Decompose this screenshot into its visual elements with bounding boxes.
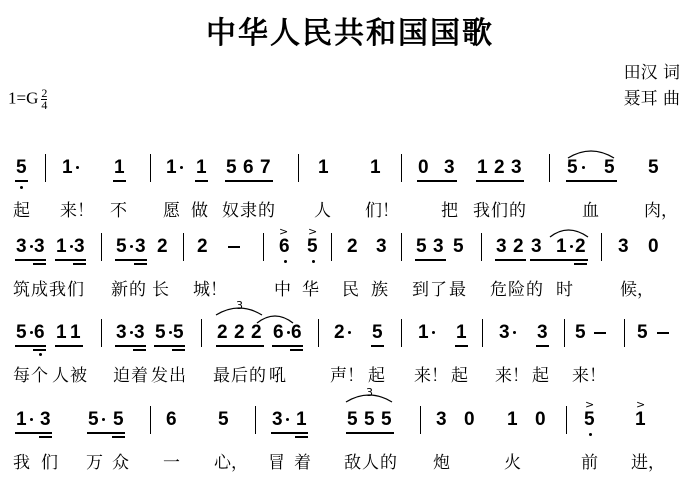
lyric-syllable: 把	[441, 201, 458, 221]
lyric-syllable: 起	[532, 366, 549, 386]
lyric-syllable: 新	[111, 280, 128, 300]
lyric-syllable: 了	[430, 280, 447, 300]
hold-dash	[657, 332, 669, 334]
lyric-syllable: 华	[302, 280, 319, 300]
low-dot	[312, 260, 315, 263]
note: 3	[16, 236, 27, 257]
note: 5	[648, 157, 659, 178]
barline	[255, 406, 256, 434]
barline	[566, 406, 567, 434]
aug-dot	[30, 418, 33, 421]
note: 5	[604, 157, 615, 178]
lyric-syllable: 迫	[113, 366, 130, 386]
lyricist-credit: 田汉 词	[623, 63, 680, 83]
aug-dot	[570, 245, 573, 248]
lyric-syllable: 做	[191, 201, 208, 221]
note: 2	[334, 322, 345, 343]
note: 3	[376, 236, 387, 257]
note: 5	[116, 236, 127, 257]
note: 1	[114, 157, 125, 178]
note: 6	[34, 322, 45, 343]
barline	[481, 233, 482, 261]
note: 5	[347, 409, 358, 430]
underline	[566, 180, 617, 182]
aug-dot	[348, 331, 351, 334]
triplet-number: 3	[366, 386, 373, 399]
lyric-syllable: 来！	[495, 366, 529, 386]
lyric-syllable: 人	[362, 453, 379, 473]
lyric-syllable: 出	[169, 366, 186, 386]
lyric-syllable: 着	[131, 366, 148, 386]
lyric-syllable: 人	[314, 201, 331, 221]
note: 5	[155, 322, 166, 343]
underline	[15, 432, 52, 434]
note: 3	[34, 236, 45, 257]
note: 2	[513, 236, 524, 257]
barline	[298, 154, 299, 182]
barline	[101, 319, 102, 347]
note: 3	[40, 409, 51, 430]
note: 3	[116, 322, 127, 343]
note: 2	[217, 322, 228, 343]
underline	[290, 349, 303, 351]
lyrics-row-3	[0, 361, 700, 387]
lyric-syllable: 起	[451, 366, 468, 386]
accent-mark: >	[279, 225, 289, 238]
barline	[401, 233, 402, 261]
lyric-syllable: 我	[473, 201, 490, 221]
note: 3	[436, 409, 447, 430]
underline	[172, 349, 185, 351]
lyric-syllable: 族	[371, 280, 388, 300]
score-row-1	[0, 148, 700, 228]
note: 3	[134, 322, 145, 343]
lyric-syllable: 前	[581, 453, 598, 473]
time-top: 2	[41, 86, 48, 100]
key-label: 1=G	[8, 88, 39, 108]
note: 7	[260, 157, 271, 178]
notes-row-4	[0, 386, 700, 440]
aug-dot	[70, 245, 73, 248]
note: 2	[234, 322, 245, 343]
accent-mark: >	[585, 398, 595, 411]
underline	[225, 180, 273, 182]
lyric-syllable: 敌	[344, 453, 361, 473]
lyric-syllable: 最	[213, 366, 230, 386]
notes-row-1	[0, 148, 700, 188]
aug-dot	[30, 245, 33, 248]
note: 3	[433, 236, 444, 257]
note: 5	[218, 409, 229, 430]
note: 5	[416, 236, 427, 257]
underline	[87, 432, 125, 434]
underline	[133, 349, 146, 351]
note: 1	[62, 157, 73, 178]
note: 3	[499, 322, 510, 343]
lyric-syllable: 民	[342, 280, 359, 300]
underline	[15, 180, 28, 182]
lyric-syllable: 们	[491, 201, 508, 221]
composer-credit: 聂耳 曲	[623, 89, 680, 109]
aug-dot	[582, 166, 585, 169]
lyric-syllable: 时	[556, 280, 573, 300]
low-dot	[39, 353, 42, 356]
aug-dot	[76, 166, 79, 169]
aug-dot	[180, 166, 183, 169]
note: 0	[418, 157, 429, 178]
note: 6	[291, 322, 302, 343]
barline	[624, 319, 625, 347]
note: 3	[537, 322, 548, 343]
note: 6	[243, 157, 254, 178]
barline	[201, 319, 202, 347]
lyric-syllable: 人	[52, 366, 69, 386]
notes-row-3	[0, 299, 700, 353]
song-title: 中华人民共和国国歌	[206, 16, 494, 51]
note: 5	[453, 236, 464, 257]
note: 2	[575, 236, 586, 257]
note: 5	[173, 322, 184, 343]
note: 1	[296, 409, 307, 430]
underline	[55, 345, 83, 347]
score-row-3	[0, 299, 700, 393]
lyric-syllable: 们！	[365, 201, 399, 221]
barline	[601, 233, 602, 261]
lyric-syllable: 来！	[414, 366, 448, 386]
lyric-syllable: 危	[490, 280, 507, 300]
underline	[295, 436, 308, 438]
underline	[112, 436, 125, 438]
note: 6	[273, 322, 284, 343]
note: 2	[157, 236, 168, 257]
score-row-2	[0, 227, 700, 307]
lyric-syllable: 候，	[620, 280, 654, 300]
lyric-syllable: 中	[274, 280, 291, 300]
lyric-syllable: 声！	[330, 366, 364, 386]
barline	[401, 154, 402, 182]
lyric-syllable: 吼	[269, 366, 286, 386]
note: 6	[279, 236, 290, 257]
note: 2	[494, 157, 505, 178]
underline	[216, 345, 264, 347]
barline	[549, 154, 550, 182]
underline	[272, 345, 303, 347]
lyric-syllable: 的	[526, 280, 543, 300]
underline	[417, 180, 457, 182]
lyric-syllable: 炮	[433, 453, 450, 473]
aug-dot	[432, 331, 435, 334]
lyric-syllable: 后	[231, 366, 248, 386]
underline	[33, 263, 46, 265]
lyric-syllable: 众	[112, 453, 129, 473]
note: 3	[135, 236, 146, 257]
low-dot	[20, 186, 23, 189]
lyric-syllable: 最	[449, 280, 466, 300]
triplet-number: 3	[236, 299, 243, 312]
underline	[73, 263, 86, 265]
underline	[574, 263, 587, 265]
accent-mark: >	[308, 225, 318, 238]
note: 3	[531, 236, 542, 257]
note: 5	[381, 409, 392, 430]
lyric-syllable: 发	[151, 366, 168, 386]
lyric-syllable: 不	[110, 201, 127, 221]
note: 1	[477, 157, 488, 178]
note: 0	[535, 409, 546, 430]
aug-dot	[513, 331, 516, 334]
barline	[564, 319, 565, 347]
lyric-syllable: 着	[294, 453, 311, 473]
note: 2	[251, 322, 262, 343]
barline	[482, 319, 483, 347]
lyric-syllable: 我	[49, 280, 66, 300]
hold-dash	[228, 246, 240, 248]
underline	[115, 345, 146, 347]
lyric-syllable: 一	[163, 453, 180, 473]
hold-dash	[594, 332, 606, 334]
lyric-syllable: 每	[13, 366, 30, 386]
low-dot	[284, 260, 287, 263]
key-signature	[8, 88, 47, 111]
note: 1	[56, 236, 67, 257]
underline	[115, 259, 147, 261]
lyric-syllable: 的	[249, 366, 266, 386]
lyric-syllable: 来！	[60, 201, 94, 221]
note: 3	[272, 409, 283, 430]
lyric-syllable: 起	[368, 366, 385, 386]
lyrics-row-2	[0, 275, 700, 301]
note: 1	[556, 236, 567, 257]
note: 5	[307, 236, 318, 257]
accent-mark: >	[636, 398, 646, 411]
note: 3	[74, 236, 85, 257]
note: 5	[584, 409, 595, 430]
lyric-syllable: 奴	[222, 201, 239, 221]
barline	[331, 233, 332, 261]
credits	[624, 60, 680, 112]
note: 1	[318, 157, 329, 178]
note: 1	[635, 409, 646, 430]
aug-dot	[130, 331, 133, 334]
aug-dot	[287, 331, 290, 334]
underline	[371, 345, 384, 347]
lyric-syllable: 城！	[193, 280, 227, 300]
lyric-syllable: 的	[129, 280, 146, 300]
note: 5	[16, 157, 27, 178]
lyric-syllable: 心，	[214, 453, 248, 473]
note: 5	[372, 322, 383, 343]
note: 1	[507, 409, 518, 430]
barline	[45, 154, 46, 182]
barline	[101, 233, 102, 261]
underline	[15, 259, 46, 261]
aug-dot	[30, 331, 33, 334]
note: 1	[56, 322, 67, 343]
lyric-syllable: 隶	[240, 201, 257, 221]
lyric-syllable: 成	[31, 280, 48, 300]
note: 5	[113, 409, 124, 430]
note: 3	[618, 236, 629, 257]
note: 3	[496, 236, 507, 257]
lyric-syllable: 长	[152, 280, 169, 300]
lyric-syllable: 的	[380, 453, 397, 473]
aug-dot	[169, 331, 172, 334]
lyric-syllable: 冒	[268, 453, 285, 473]
low-dot	[589, 433, 592, 436]
lyric-syllable: 险	[508, 280, 525, 300]
note: 5	[575, 322, 586, 343]
note: 3	[444, 157, 455, 178]
lyric-syllable: 被	[70, 366, 87, 386]
lyric-syllable: 愿	[163, 201, 180, 221]
barline	[183, 233, 184, 261]
lyric-syllable: 万	[86, 453, 103, 473]
underline	[530, 259, 588, 261]
note: 3	[511, 157, 522, 178]
underline	[113, 180, 126, 182]
aug-dot	[102, 418, 105, 421]
underline	[39, 436, 52, 438]
note: 1	[166, 157, 177, 178]
underline	[536, 345, 549, 347]
lyric-syllable: 的	[509, 201, 526, 221]
note: 1	[196, 157, 207, 178]
note: 1	[70, 322, 81, 343]
barline	[150, 154, 151, 182]
barline	[150, 406, 151, 434]
time-bottom: 4	[41, 98, 48, 112]
lyric-syllable: 们	[41, 453, 58, 473]
note: 0	[648, 236, 659, 257]
note: 1	[16, 409, 27, 430]
barline	[401, 319, 402, 347]
note: 1	[418, 322, 429, 343]
score-row-4	[0, 386, 700, 480]
underline	[154, 345, 185, 347]
note: 5	[226, 157, 237, 178]
underline	[271, 432, 308, 434]
note: 2	[197, 236, 208, 257]
lyric-syllable: 来！	[572, 366, 606, 386]
note: 2	[347, 236, 358, 257]
note: 5	[364, 409, 375, 430]
underline	[195, 180, 208, 182]
note: 5	[637, 322, 648, 343]
underline	[455, 345, 468, 347]
note: 5	[88, 409, 99, 430]
underline	[55, 259, 86, 261]
note: 6	[166, 409, 177, 430]
note: 0	[464, 409, 475, 430]
notes-row-2	[0, 227, 700, 267]
barline	[318, 319, 319, 347]
lyric-syllable: 火	[504, 453, 521, 473]
lyric-syllable: 到	[412, 280, 429, 300]
lyric-syllable: 筑	[13, 280, 30, 300]
lyrics-row-1	[0, 196, 700, 222]
lyric-syllable: 血	[582, 201, 599, 221]
lyric-syllable: 的	[258, 201, 275, 221]
note: 5	[16, 322, 27, 343]
underline	[495, 259, 526, 261]
underline	[134, 263, 147, 265]
aug-dot	[130, 245, 133, 248]
note: 1	[456, 322, 467, 343]
lyric-syllable: 我	[13, 453, 30, 473]
lyric-syllable: 们	[67, 280, 84, 300]
lyric-syllable: 个	[31, 366, 48, 386]
underline	[476, 180, 524, 182]
time-signature	[41, 88, 47, 111]
underline	[415, 259, 446, 261]
lyrics-row-4	[0, 448, 700, 474]
lyric-syllable: 进，	[631, 453, 665, 473]
lyric-syllable: 起	[13, 201, 30, 221]
note: 5	[567, 157, 578, 178]
underline	[346, 432, 394, 434]
underline	[33, 349, 46, 351]
aug-dot	[286, 418, 289, 421]
barline	[420, 406, 421, 434]
lyric-syllable: 肉，	[644, 201, 678, 221]
barline	[263, 233, 264, 261]
note: 1	[370, 157, 381, 178]
underline	[15, 345, 46, 347]
